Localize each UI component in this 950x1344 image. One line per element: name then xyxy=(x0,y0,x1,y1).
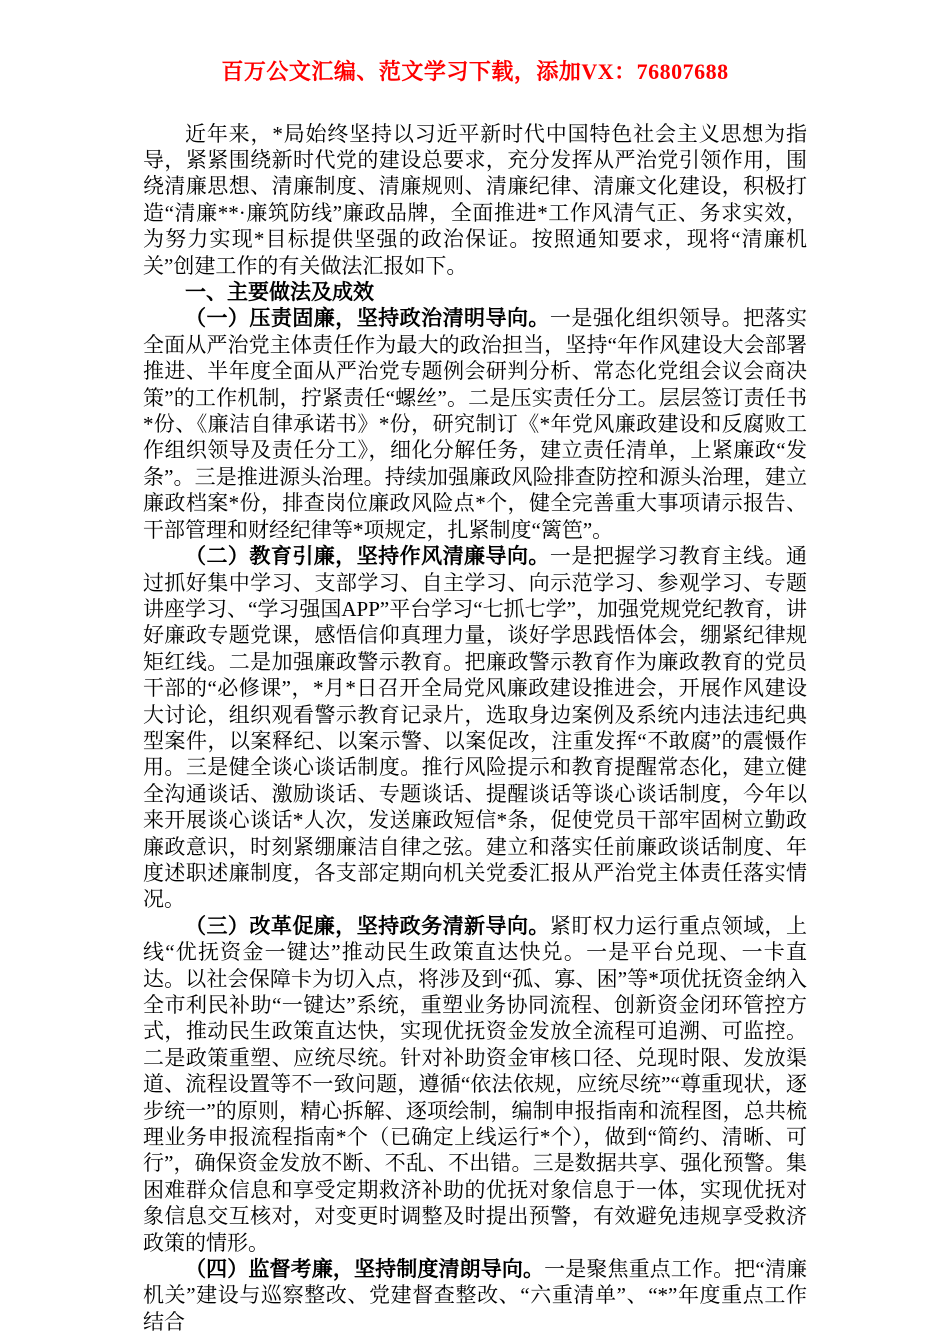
section-heading xyxy=(143,279,807,305)
paragraph-section-2-body: 一是把握学习教育主线。通过抓好集中学习、支部学习、自主学习、向示范学习、参观学习、专题讲座学习、“学习强国APP”平台学习“七抓七学”，加强党规党纪教育，讲好廉政专题党课，感悟信仰真理力量，谈好学思践悟体会，绷紧纪律规矩红线。二是加强廉政警示教育。把廉政警示教育作为廉政教育的党员干部的“必修课”，*月*日召开全局党风廉政建设推进会，开展作风建设大讨论，组织观看警示教育记录片，选取身边案例及系统内违法违纪典型案件，以案释纪、以案示警、以案促改，注重发挥“不敢腐”的震慑作用。三是健全谈心谈话制度。推行风险提示和教育提醒常态化，建立健全沟通谈话、激励谈话、专题谈话、提醒谈话等谈心谈话制度，今年以来开展谈心谈话*人次，发送廉政短信*条，促使党员干部牢固树立勤政廉政意识，时刻紧绷廉洁自律之弦。建立和落实任前廉政谈话制度、年度述职述廉制度，各支部定期向机关党委汇报从严治党主体责任落实情况。 xyxy=(143,544,808,912)
paragraph-section-2-lead: （二）教育引廉，坚持作风清廉导向。 xyxy=(185,544,550,569)
paragraph-section-1-lead: （一）压责固廉，坚持政治清明导向。 xyxy=(185,306,550,331)
intro-paragraph-text: 近年来，*局始终坚持以习近平新时代中国特色社会主义思想为指导，紧紧围绕新时代党的建设总要求，充分发挥从严治党引领作用，围绕清廉思想、清廉制度、清廉规则、清廉纪律、清廉文化建设，积极打造“清廉**·廉筑防线”廉政品牌，全面推进*工作风清气正、务求实效，为努力实现*目标提供坚强的政治保证。按照通知要求，现将“清廉机关”创建工作的有关做法汇报如下。 xyxy=(143,121,807,278)
paragraph-section-2 xyxy=(143,543,807,913)
paragraph-section-3 xyxy=(143,913,807,1256)
promo-banner-text: 百万公文汇编、范文学习下载，添加VX：76807688 xyxy=(221,59,729,84)
paragraph-section-1 xyxy=(143,305,807,543)
paragraph-section-4-body: 一是聚焦重点工作。把“清廉机关”建设与巡察整改、党建督查整改、“六重清单”、“*”年度重点工作结合 xyxy=(143,1257,807,1334)
intro-paragraph xyxy=(143,121,807,279)
paragraph-section-3-lead: （三）改革促廉，坚持政务清新导向。 xyxy=(185,913,550,938)
paragraph-section-1-body: 一是强化组织领导。把落实全面从严治党主体责任作为最大的政治担当，坚持“年作风建设大会部署推进、半年度全面从严治党专题例会研判分析、常态化党组会议会商决策”的工作机制，拧紧责任“螺丝”。二是压实责任分工。层层签订责任书*份、《廉洁自律承诺书》*份，研究制订《*年党风廉政建设和反腐败工作组织领导及责任分工》，细化分解任务，建立责任清单，上紧廉政“发条”。三是推进源头治理。持续加强廉政风险排查防控和源头治理，建立廉政档案*份，排查岗位廉政风险点*个，健全完善重大事项请示报告、干部管理和财经纪律等*项规定，扎紧制度“篱笆”。 xyxy=(143,306,808,542)
paragraph-section-4 xyxy=(143,1256,807,1335)
promo-banner xyxy=(143,58,807,87)
section-heading-text: 一、主要做法及成效 xyxy=(185,280,374,305)
paragraph-section-4-lead: （四）监督考廉，坚持制度清朗导向。 xyxy=(185,1257,545,1282)
document-body xyxy=(143,121,807,1336)
paragraph-section-3-body: 紧盯权力运行重点领域，上线“优抚资金一键达”推动民生政策直达快兑。一是平台兑现、一卡直达。以社会保障卡为切入点，将涉及到“孤、寡、困”等*项优抚资金纳入全市利民补助“一键达”系统，重塑业务协同流程、创新资金闭环管控方式，推动民生政策直达快，实现优抚资金发放全流程可追溯、可监控。二是政策重塑、应统尽统。针对补助资金审核口径、兑现时限、发放渠道、流程设置等不一致问题，遵循“依法依规，应统尽统”“尊重现状，逐步统一”的原则，精心拆解、逐项绘制，编制申报指南和流程图，总共梳理业务申报流程指南*个（已确定上线运行*个），做到“简约、清晰、可行”，确保资金发放不断、不乱、不出错。三是数据共享、强化预警。集困难群众信息和享受定期救济补助的优抚对象信息于一体，实现优抚对象信息交互核对，对变更时调整及时提出预警，有效避免违规享受救济政策的情形。 xyxy=(143,913,808,1255)
